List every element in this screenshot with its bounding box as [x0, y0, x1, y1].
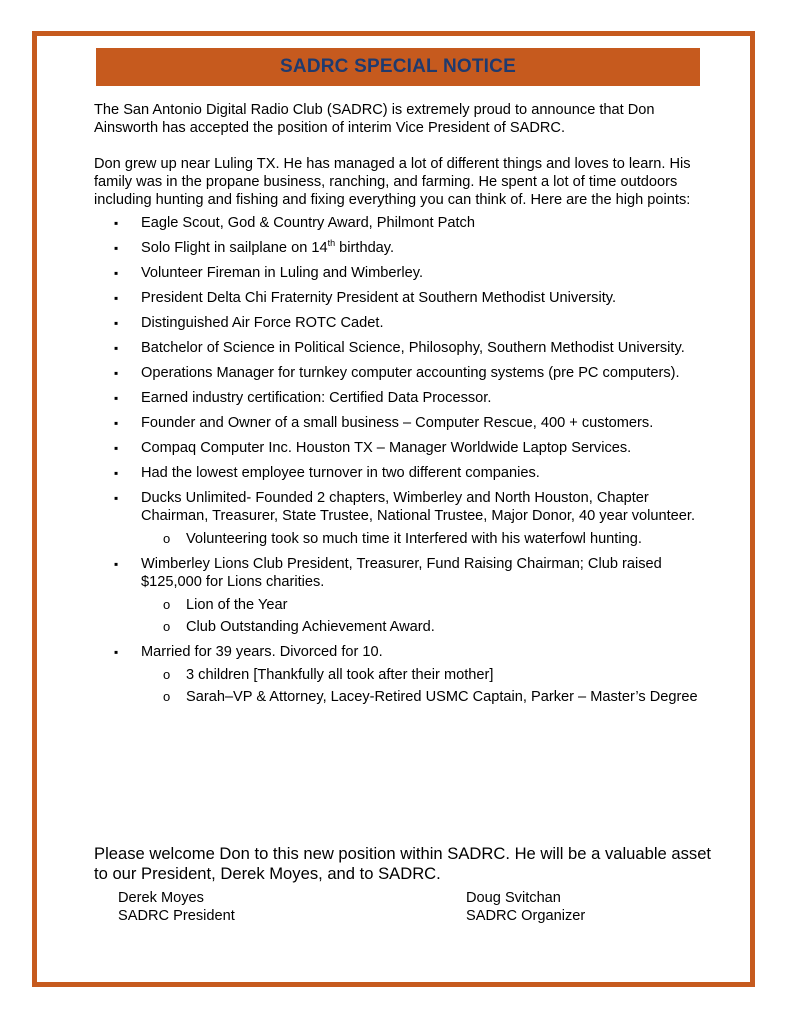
signature-title: SADRC Organizer: [466, 908, 586, 924]
notice-body: [94, 101, 706, 713]
highlight-item: [94, 439, 706, 457]
sub-list: [141, 666, 706, 706]
highlight-text: Eagle Scout, God & Country Award, Philmont Patch: [141, 215, 475, 231]
highlight-item: [94, 239, 706, 257]
highlight-item: [94, 643, 706, 706]
highlight-text: Ducks Unlimited- Founded 2 chapters, Wimberley and North Houston, Chapter Chairman, Treasurer, State Trustee, National Trustee, Major Donor, 40 year volunteer.: [141, 490, 696, 524]
signature-name: Doug Svitchan: [466, 890, 561, 906]
highlights-list: [94, 214, 706, 706]
highlight-text: Married for 39 years. Divorced for 10.: [141, 644, 383, 660]
ordinal-superscript: th: [327, 238, 336, 249]
highlight-item: [94, 289, 706, 307]
signature-title: SADRC President: [118, 908, 235, 924]
sub-item: o Club Outstanding Achievement Award.: [141, 618, 706, 636]
highlight-text: Had the lowest employee turnover in two different companies.: [141, 465, 540, 481]
highlight-item: [94, 389, 706, 407]
sub-list: [141, 596, 706, 636]
highlight-item: [94, 214, 706, 232]
highlight-text: Batchelor of Science in Political Science, Philosophy, Southern Methodist University.: [141, 340, 685, 356]
notice-banner: [96, 48, 700, 86]
highlight-text: President Delta Chi Fraternity President at Southern Methodist University.: [141, 290, 617, 306]
highlight-item: [94, 339, 706, 357]
highlight-text: Founder and Owner of a small business – Computer Rescue, 400 + customers.: [141, 415, 654, 431]
highlight-item: [94, 414, 706, 432]
highlight-text: Operations Manager for turnkey computer accounting systems (pre PC computers).: [141, 365, 680, 381]
highlight-text: Compaq Computer Inc. Houston TX – Manager Worldwide Laptop Services.: [141, 440, 632, 456]
highlight-text: Earned industry certification: Certified Data Processor.: [141, 390, 492, 406]
signature-name: Derek Moyes: [118, 890, 204, 906]
banner-title: SADRC SPECIAL NOTICE: [280, 56, 516, 77]
sub-item: o Volunteering took so much time it Interfered with his waterfowl hunting.: [141, 530, 706, 548]
highlight-text: Volunteer Fireman in Luling and Wimberley.: [141, 265, 424, 281]
sub-item: o Sarah–VP & Attorney, Lacey-Retired USMC Captain, Parker – Master’s Degree: [141, 688, 706, 706]
highlight-item: [94, 314, 706, 332]
signature-right: [466, 889, 585, 925]
bio-paragraph: Don grew up near Luling TX. He has managed a lot of different things and loves to learn. His family was in the propane business, ranching, and farming. He spent a lot of time outdoors including hunting and fishing and fixing everything you can think of. Here are the high points:: [94, 156, 691, 208]
highlight-item: [94, 364, 706, 382]
highlight-text: Solo Flight in sailplane on 14th birthday.: [141, 238, 395, 256]
intro-paragraph: The San Antonio Digital Radio Club (SADRC) is extremely proud to announce that Don Ainsworth has accepted the position of interim Vice President of SADRC.: [94, 102, 655, 136]
closing-paragraph: Please welcome Don to this new position within SADRC. He will be a valuable asset to our President, Derek Moyes, and to SADRC.: [94, 843, 712, 883]
sub-item: o 3 children [Thankfully all took after their mother]: [141, 666, 706, 684]
highlight-text: Distinguished Air Force ROTC Cadet.: [141, 315, 384, 331]
highlight-item: [94, 555, 706, 636]
sub-item: o Lion of the Year: [141, 596, 706, 614]
highlight-item: [94, 464, 706, 482]
sub-list: [141, 530, 706, 548]
highlight-item: [94, 489, 706, 548]
highlight-item: [94, 264, 706, 282]
signature-left: [118, 889, 235, 925]
highlight-text: Wimberley Lions Club President, Treasurer, Fund Raising Chairman; Club raised $125,000 for Lions charities.: [141, 556, 662, 590]
